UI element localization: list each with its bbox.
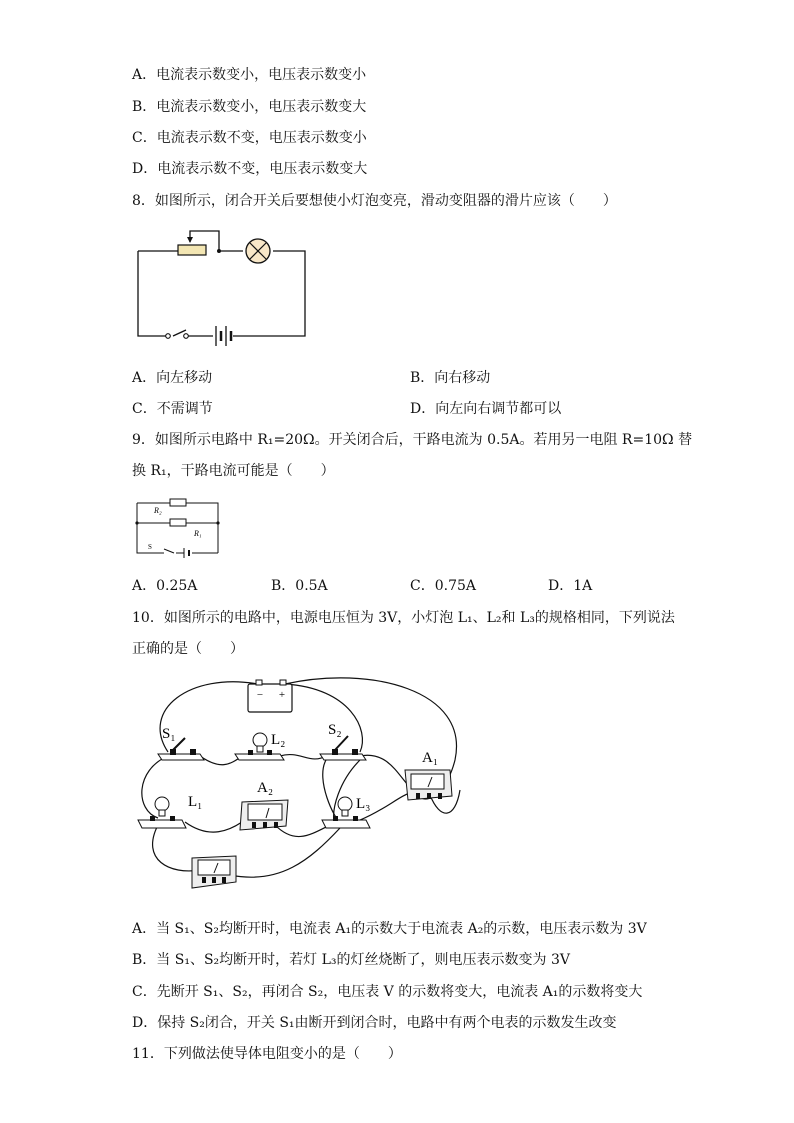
q10-option-d: D．保持 S₂闭合，开关 S₁由断开到闭合时，电路中有两个电表的示数发生改变 xyxy=(132,1015,617,1031)
label-a1: A₁ xyxy=(422,750,439,766)
q9-label-r2: R₂ xyxy=(154,506,162,515)
voltmeter xyxy=(192,856,236,888)
label-s1: S₁ xyxy=(162,726,176,742)
switch-s2 xyxy=(320,736,366,760)
label-s2: S₂ xyxy=(328,722,342,738)
q9-option-b: B．0.5A xyxy=(271,578,328,594)
rheostat-slider-arrow xyxy=(187,237,193,243)
ammeter-a2 xyxy=(240,800,288,830)
q10-option-c: C．先断开 S₁、S₂，再闭合 S₂，电压表 V 的示数将变大，电流表 A₁的示数将变大 xyxy=(132,984,643,1000)
battery-minus: − xyxy=(256,689,264,701)
rheostat xyxy=(178,245,206,255)
label-a2: A₂ xyxy=(257,780,274,796)
ammeter-a1 xyxy=(405,770,452,800)
switch xyxy=(166,334,171,339)
q9-option-c: C．0.75A xyxy=(410,578,476,594)
q9-option-a: A．0.25A xyxy=(132,578,198,594)
q8-option-c: C．不需调节 xyxy=(132,401,213,417)
q9-stem-line1: 9．如图所示电路中 R₁=20Ω。开关闭合后，干路电流为 0.5A。若用另一电阻 R=10Ω 替 xyxy=(132,432,693,448)
q9-label-r1: R₁ xyxy=(194,529,202,538)
q8-stem: 8．如图所示，闭合开关后要想使小灯泡变亮，滑动变阻器的滑片应该（ ） xyxy=(132,193,617,209)
q10-stem-line1: 10．如图所示的电路中，电源电压恒为 3V，小灯泡 L₁、L₂和 L₃的规格相同，下列说法 xyxy=(132,610,675,626)
q8-option-d: D．向左向右调节都可以 xyxy=(410,401,562,417)
q9-battery xyxy=(184,548,189,558)
q7-option-c: C．电流表示数不变，电压表示数变小 xyxy=(132,130,367,146)
battery xyxy=(216,326,231,346)
q7-option-d: D．电流表示数不变，电压表示数变大 xyxy=(132,161,368,177)
q7-option-b: B．电流表示数变小，电压表示数变大 xyxy=(132,99,367,115)
label-l1: L₁ xyxy=(188,794,203,810)
q10-option-a: A．当 S₁、S₂均断开时，电流表 A₁的示数大于电流表 A₂的示数，电压表示数为 3V xyxy=(132,921,647,937)
q8-circuit-figure xyxy=(133,222,313,342)
q7-option-a: A．电流表示数变小，电压表示数变小 xyxy=(132,67,367,83)
q9-circuit-figure xyxy=(134,493,234,563)
q9-label-s: S xyxy=(148,543,152,551)
label-l3: L₃ xyxy=(356,796,371,812)
lamp-icon xyxy=(246,239,270,263)
q10-circuit-figure xyxy=(130,670,470,905)
q10-option-b: B．当 S₁、S₂均断开时，若灯 L₃的灯丝烧断了，则电压表示数变为 3V xyxy=(132,952,570,968)
resistor-r2 xyxy=(170,499,186,506)
q9-option-d: D．1A xyxy=(548,578,593,594)
resistor-r1 xyxy=(170,519,186,526)
q11-stem: 11．下列做法使导体电阻变小的是（ ） xyxy=(132,1046,402,1062)
label-l2: L₂ xyxy=(271,732,286,748)
q9-stem-line2: 换 R₁，干路电流可能是（ ） xyxy=(132,463,335,479)
q10-stem-line2: 正确的是（ ） xyxy=(132,641,244,657)
q8-option-a: A．向左移动 xyxy=(132,370,213,386)
q8-option-b: B．向右移动 xyxy=(410,370,491,386)
battery-plus: + xyxy=(278,689,286,701)
battery-box xyxy=(248,680,292,712)
lamp-l1 xyxy=(138,797,186,828)
